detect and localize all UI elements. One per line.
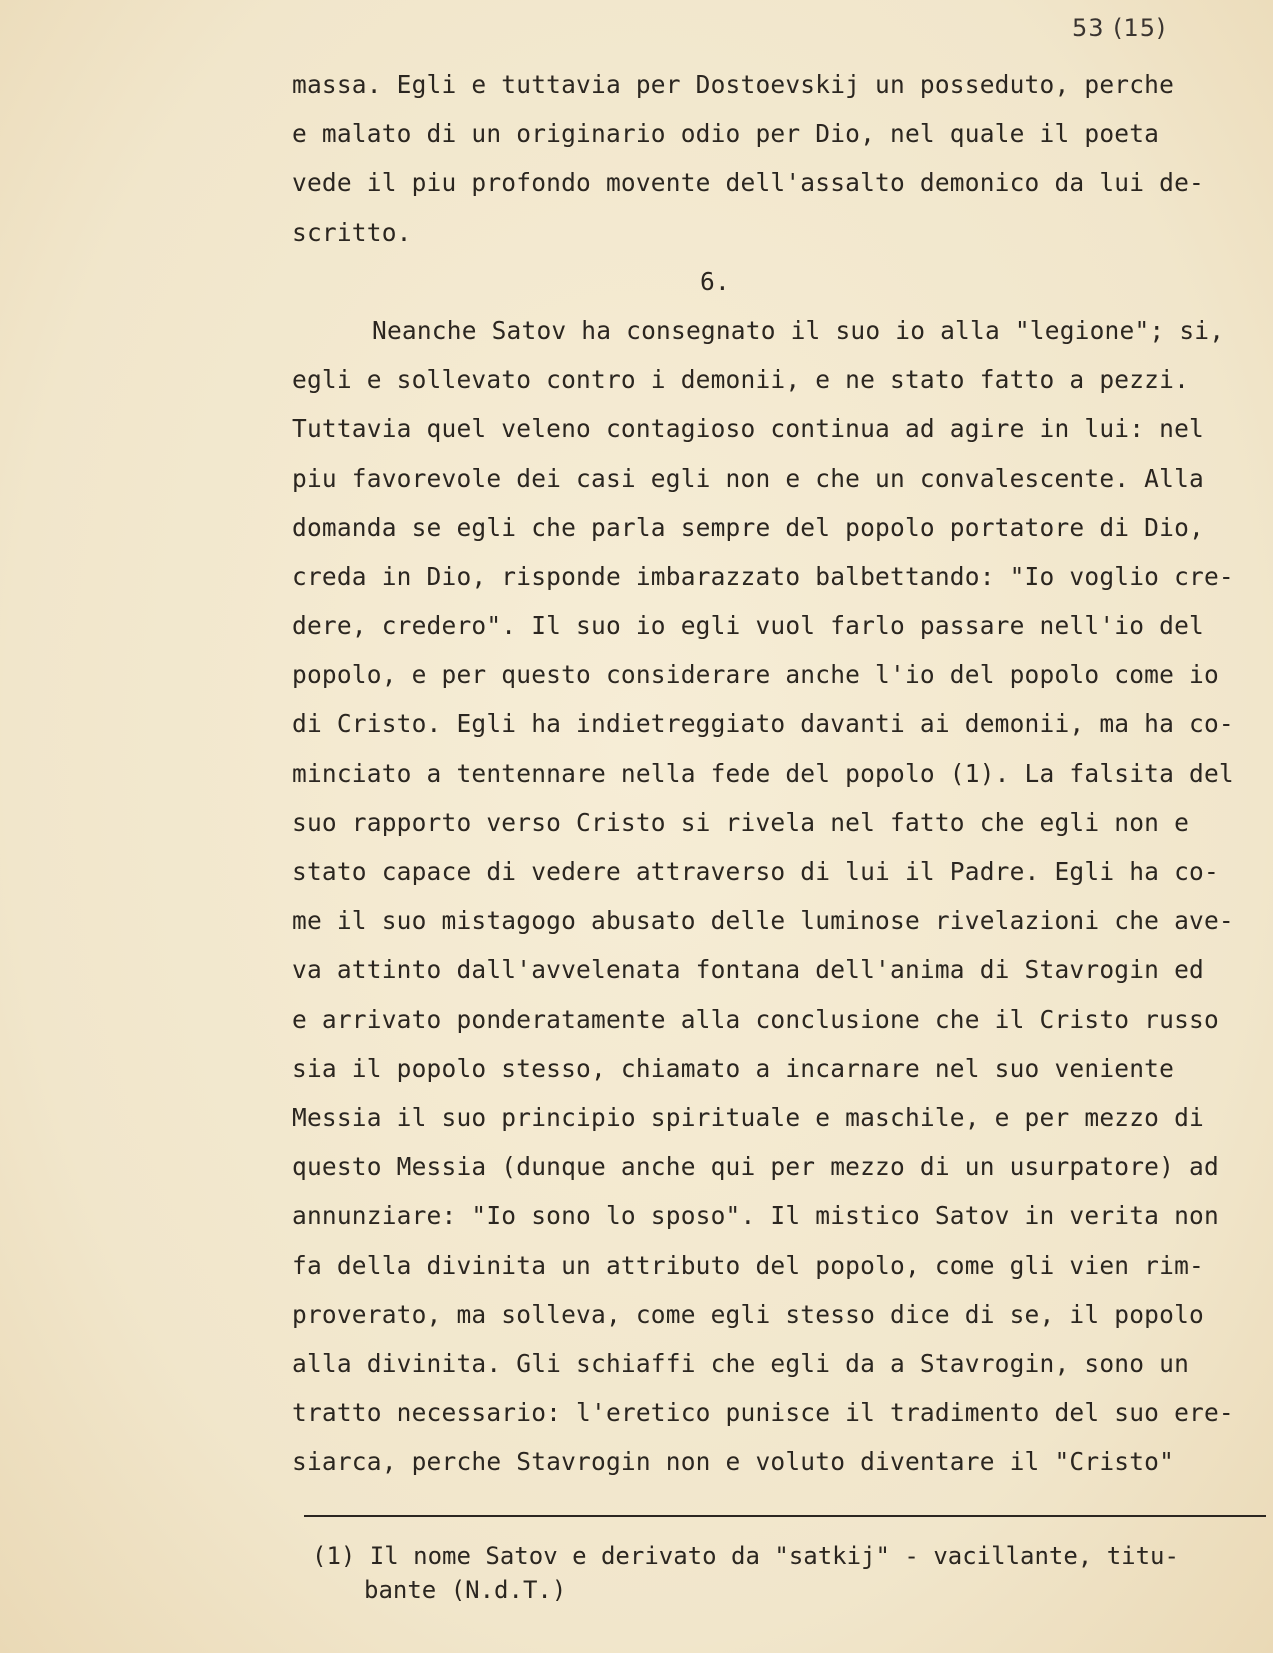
- text-line: va attinto dall'avvelenata fontana dell'anima di Stavrogin ed: [292, 955, 1204, 985]
- text-line: annunziare: "Io sono lo sposo". Il mistico Satov in verita non: [292, 1201, 1219, 1231]
- text-line: e arrivato ponderatamente alla conclusione che il Cristo russo: [292, 1004, 1219, 1034]
- page-number: 53 (15): [1072, 14, 1167, 42]
- text-line: suo rapporto verso Cristo si rivela nel fatto che egli non e: [292, 807, 1190, 837]
- section-number: 6.: [700, 266, 730, 296]
- text-line: proverato, ma solleva, come egli stesso dice di se, il popolo: [292, 1299, 1204, 1329]
- text-line: Messia il suo principio spirituale e maschile, e per mezzo di: [292, 1102, 1204, 1132]
- text-line: vede il piu profondo movente dell'assalto demonico da lui de-: [292, 168, 1204, 198]
- text-line: domanda se egli che parla sempre del popolo portatore di Dio,: [292, 512, 1204, 542]
- text-line: alla divinita. Gli schiaffi che egli da a Stavrogin, sono un: [292, 1348, 1190, 1378]
- text-line: tratto necessario: l'eretico punisce il tradimento del suo ere-: [292, 1398, 1234, 1428]
- text-line: scritto.: [292, 217, 412, 247]
- text-line: e malato di un originario odio per Dio, nel quale il poeta: [292, 119, 1160, 149]
- text-line: dere, credero". Il suo io egli vuol farlo passare nell'io del: [292, 611, 1204, 641]
- body-text: [292, 60, 1252, 1486]
- text-line: questo Messia (dunque anche qui per mezzo di un usurpatore) ad: [292, 1152, 1219, 1182]
- text-line: popolo, e per questo considerare anche l'io del popolo come io: [292, 660, 1219, 690]
- text-line: siarca, perche Stavrogin non e voluto diventare il "Cristo": [292, 1447, 1175, 1477]
- text-line: stato capace di vedere attraverso di lui il Padre. Egli ha co-: [292, 857, 1219, 886]
- text-line: Tuttavia quel veleno contagioso continua ad agire in lui: nel: [292, 414, 1204, 444]
- text-line: minciato a tentennare nella fede del popolo (1). La falsita del: [292, 758, 1234, 788]
- footnote-line: (1) Il nome Satov e derivato da "satkij" - vacillante, titu-: [312, 1542, 1179, 1570]
- text-line: piu favorevole dei casi egli non e che un convalescente. Alla: [292, 463, 1204, 493]
- text-line: massa. Egli e tuttavia per Dostoevskij un posseduto, perche: [292, 70, 1175, 99]
- text-line: fa della divinita un attributo del popolo, come gli vien rim-: [292, 1250, 1204, 1280]
- text-line: creda in Dio, risponde imbarazzato balbettando: "Io voglio cre-: [292, 561, 1234, 591]
- footnote: [312, 1539, 1252, 1607]
- text-line: me il suo mistagogo abusato delle luminose rivelazioni che ave-: [292, 906, 1234, 936]
- text-line: di Cristo. Egli ha indietreggiato davanti ai demonii, ma ha co-: [292, 709, 1234, 739]
- text-line: egli e sollevato contro i demonii, e ne stato fatto a pezzi.: [292, 365, 1190, 395]
- footnote-line: bante (N.d.T.): [364, 1576, 567, 1604]
- text-line: sia il popolo stesso, chiamato a incarnare nel suo veniente: [292, 1053, 1175, 1083]
- paragraph-first-line: Neanche Satov ha consegnato il suo io alla "legione"; si,: [372, 315, 1225, 345]
- footnote-divider: [304, 1515, 1266, 1517]
